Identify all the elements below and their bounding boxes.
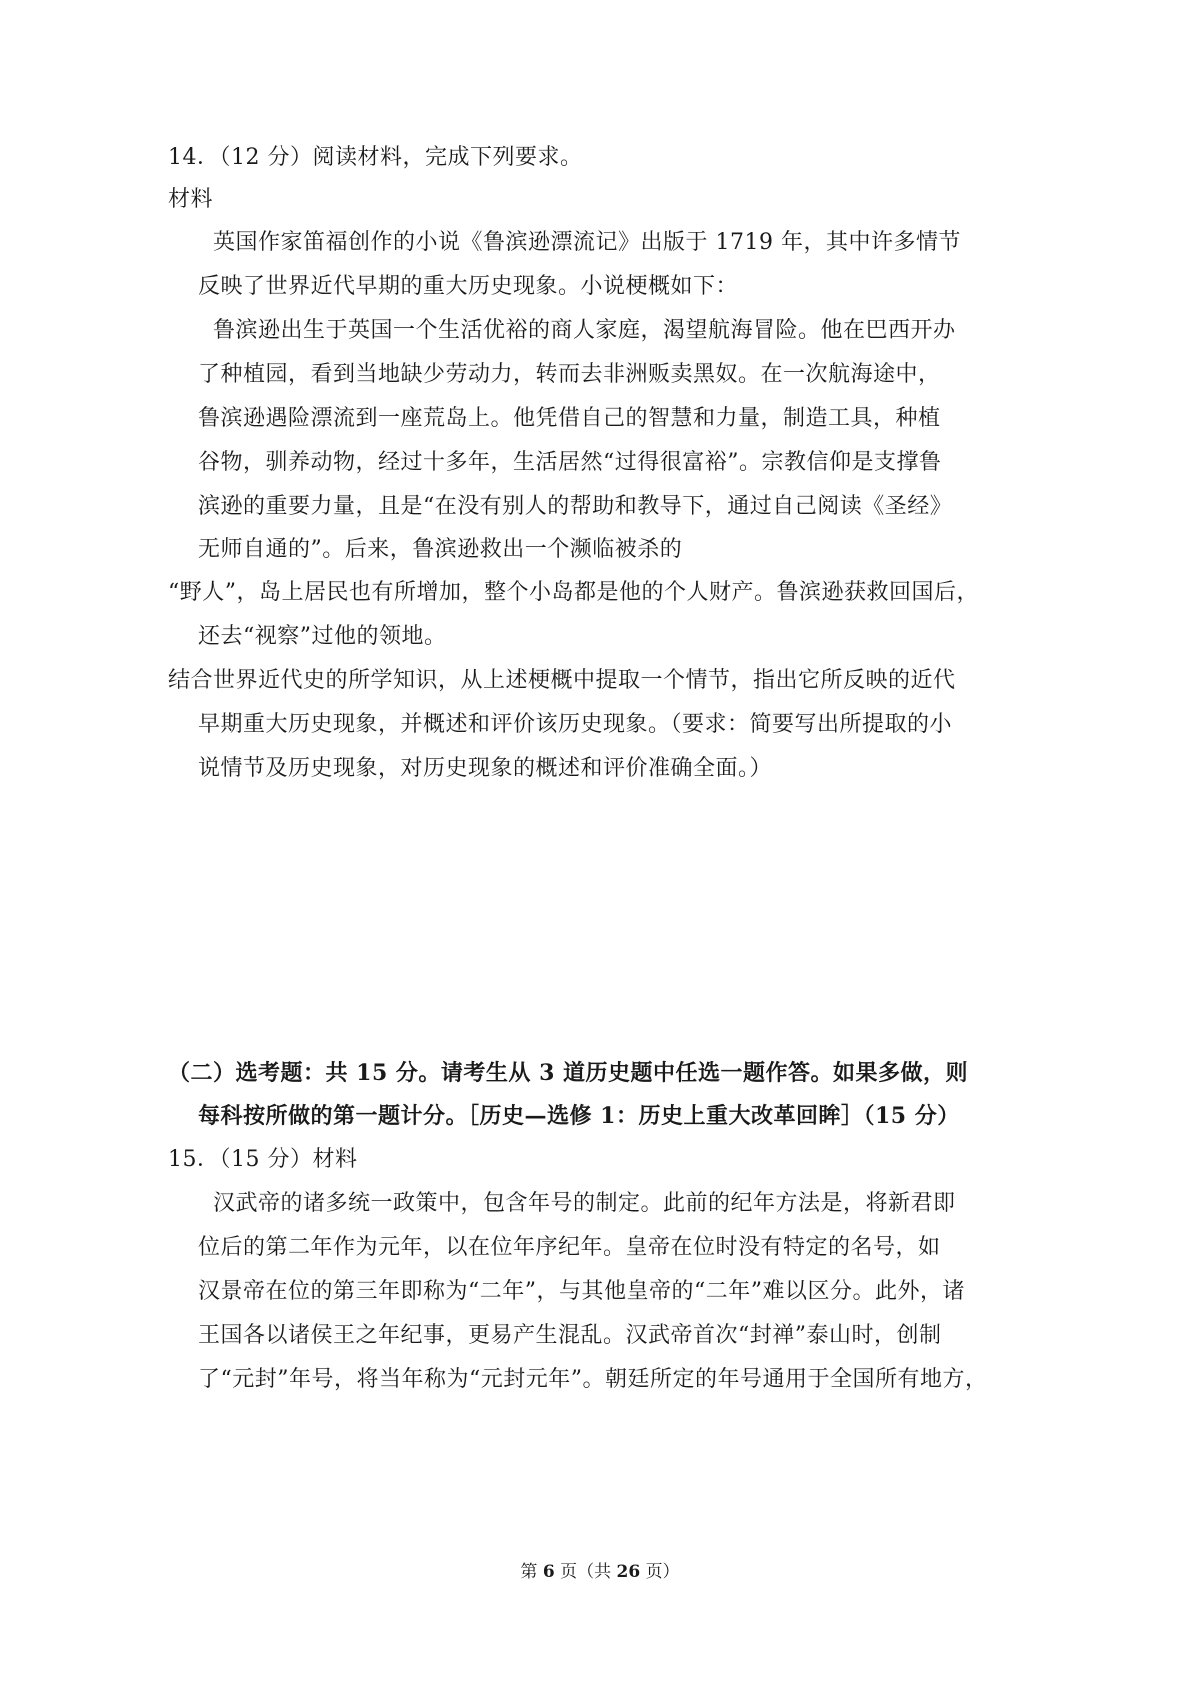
q14-header: 14．（12 分）阅读材料，完成下列要求。 <box>168 145 583 170</box>
footer-prefix: 第 <box>520 1562 538 1582</box>
q14-text-line: “野人”，岛上居民也有所增加，整个小岛都是他的个人财产。鲁滨逊获救回国后， <box>168 580 979 605</box>
q14-question-line: 早期重大历史现象，并概述和评价该历史现象。（要求：简要写出所提取的小 <box>198 712 953 737</box>
q14-text-line: 滨逊的重要力量，且是“在没有别人的帮助和教导下，通过自己阅读《圣经》 <box>198 494 953 519</box>
q15-text-line: 汉景帝在位的第三年即称为“二年”，与其他皇帝的“二年”难以区分。此外，诸 <box>198 1279 965 1304</box>
section2-heading-line: （二）选考题：共 15 分。请考生从 3 道历史题中任选一题作答。如果多做，则 <box>168 1060 969 1086</box>
q15-text-line: 了“元封”年号，将当年称为“元封元年”。朝廷所定的年号通用于全国所有地方， <box>198 1367 988 1392</box>
q14-text-line: 反映了世界近代早期的重大历史现象。小说梗概如下： <box>198 274 739 299</box>
q14-text-line: 鲁滨逊出生于英国一个生活优裕的商人家庭，渴望航海冒险。他在巴西开办 <box>213 318 956 343</box>
q14-text-line: 鲁滨逊遇险漂流到一座荒岛上。他凭借自己的智慧和力量，制造工具，种植 <box>198 406 941 431</box>
q14-text-line: 谷物，驯养动物，经过十多年，生活居然“过得很富裕”。宗教信仰是支撑鲁 <box>198 450 942 475</box>
q15-text-line: 王国各以诸侯王之年纪事，更易产生混乱。汉武帝首次“封禅”泰山时，创制 <box>198 1323 942 1348</box>
q14-text-line: 英国作家笛福创作的小说《鲁滨逊漂流记》出版于 1719 年，其中许多情节 <box>213 230 961 255</box>
footer-suffix: 页） <box>645 1562 680 1582</box>
q14-material-label: 材料 <box>168 187 214 212</box>
q14-text-line: 无师自通的”。后来，鲁滨逊救出一个濒临被杀的 <box>198 537 683 562</box>
q15-text-line: 汉武帝的诸多统一政策中，包含年号的制定。此前的纪年方法是，将新君即 <box>213 1191 956 1216</box>
q15-header: 15．（15 分）材料 <box>168 1147 358 1172</box>
q14-question-line: 结合世界近代史的所学知识，从上述梗概中提取一个情节，指出它所反映的近代 <box>168 668 956 693</box>
footer-total-pages: 26 <box>616 1562 641 1582</box>
q14-text-line: 还去“视察”过他的领地。 <box>198 624 447 649</box>
q14-text-line: 了种植园，看到当地缺少劳动力，转而去非洲贩卖黑奴。在一次航海途中， <box>198 362 941 387</box>
q14-question-line: 说情节及历史现象，对历史现象的概述和评价准确全面。） <box>198 756 773 781</box>
page-footer <box>0 1560 1200 1584</box>
section2-heading-line: 每科按所做的第一题计分。［历史—选修 1：历史上重大改革回眸］（15 分） <box>198 1103 960 1129</box>
footer-page-number: 6 <box>542 1562 555 1582</box>
footer-middle: 页（共 <box>560 1562 612 1582</box>
q15-text-line: 位后的第二年作为元年，以在位年序纪年。皇帝在位时没有特定的名号，如 <box>198 1235 941 1260</box>
